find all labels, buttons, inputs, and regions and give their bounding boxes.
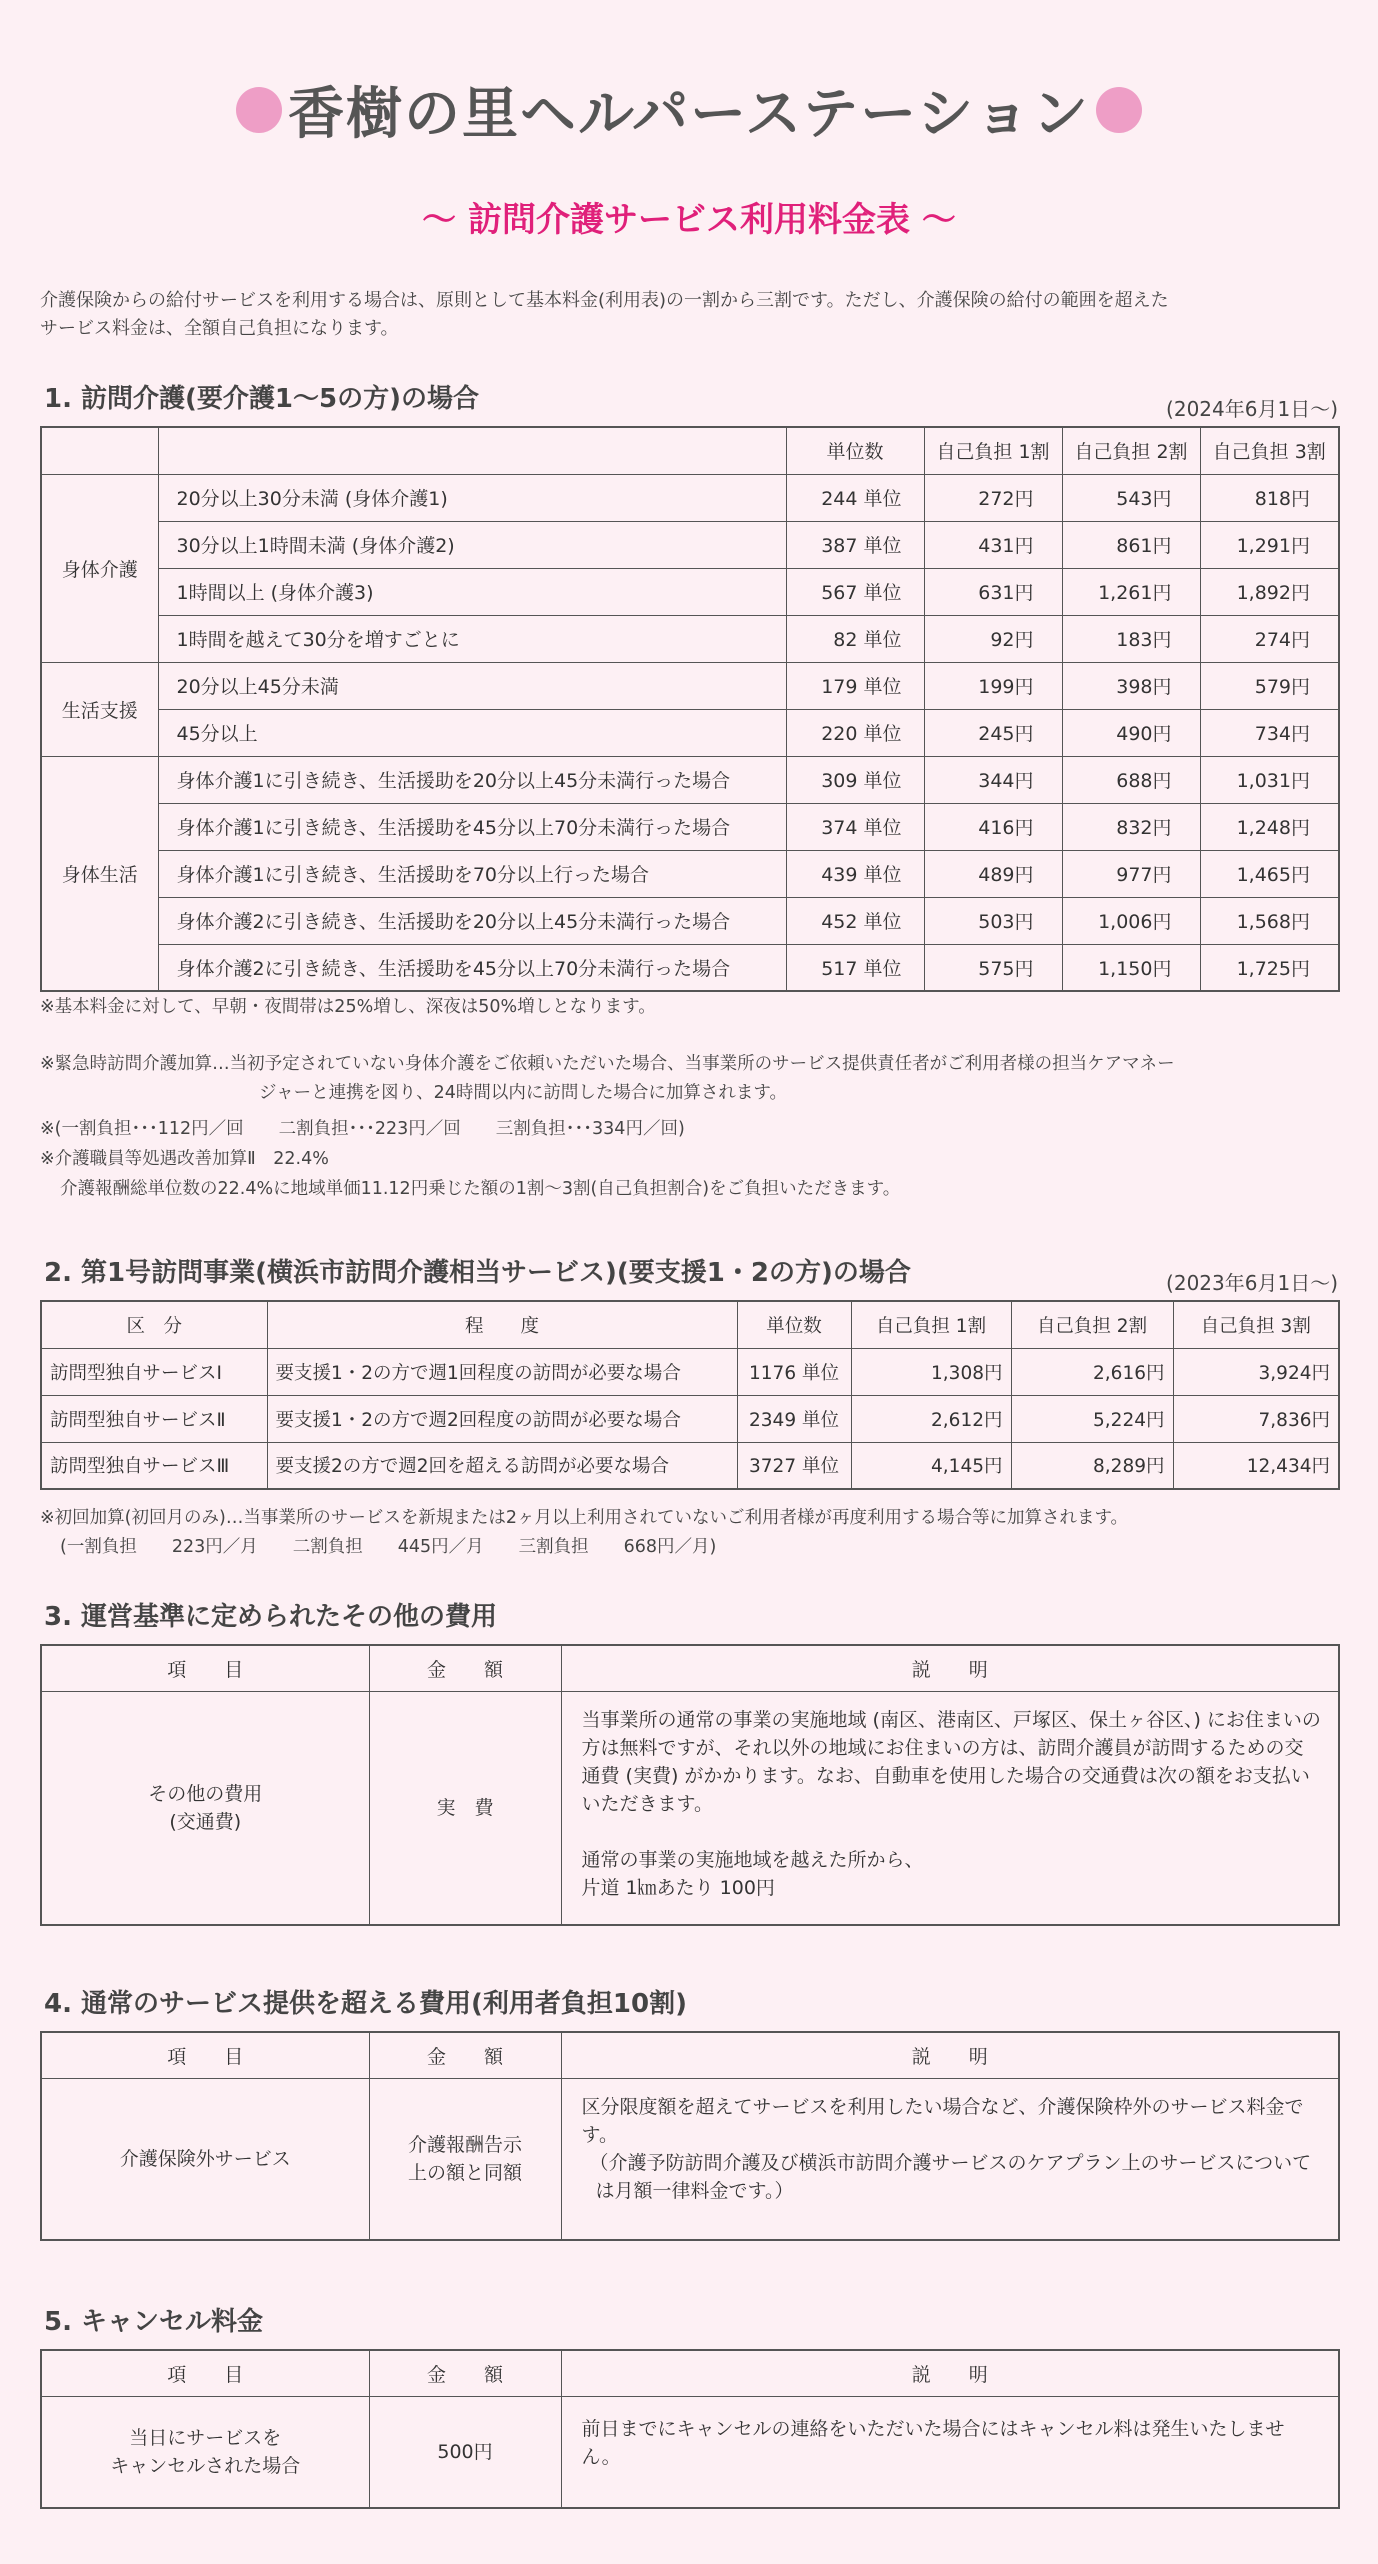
category-cell: 訪問型独自サービスⅢ [41, 1442, 267, 1489]
price-cell: 416円 [924, 803, 1062, 850]
units-cell: 567 単位 [786, 568, 924, 615]
price-cell: 3,924円 [1173, 1348, 1339, 1395]
price-cell: 688円 [1062, 756, 1200, 803]
intro-line: 介護保険からの給付サービスを利用する場合は、原則として基本料金(利用表)の一割から三割です。ただし、介護保険の給付の範囲を超えた [40, 290, 1169, 311]
service-cell: 1時間を越えて30分を増すごとに [158, 615, 786, 662]
section1-table [40, 426, 1340, 992]
table-header: 金 額 [369, 1645, 561, 1691]
table-row [41, 2078, 1339, 2240]
description-text: 片道 1㎞あたり 100円 [581, 1876, 775, 1899]
table-row [41, 662, 1339, 709]
price-cell: 2,616円 [1011, 1348, 1173, 1395]
price-cell: 5,224円 [1011, 1395, 1173, 1442]
price-cell: 734円 [1200, 709, 1339, 756]
price-cell: 1,892円 [1200, 568, 1339, 615]
section4-table [40, 2031, 1340, 2241]
table-row [41, 615, 1339, 662]
price-cell: 1,031円 [1200, 756, 1339, 803]
item-cell: 当日にサービスを キャンセルされた場合 [41, 2396, 369, 2508]
table-header-row [41, 2350, 1339, 2396]
section2-table [40, 1300, 1340, 1490]
units-cell: 244 単位 [786, 474, 924, 521]
units-cell: 517 単位 [786, 944, 924, 991]
table-row [41, 756, 1339, 803]
table-header-row [41, 1301, 1339, 1348]
table-header: 自己負担 2割 [1011, 1301, 1173, 1348]
section5-title: 5. キャンセル料金 [44, 2307, 264, 2337]
price-cell: 490円 [1062, 709, 1200, 756]
description-text: 区分限度額を超えてサービスを利用したい場合など、介護保険枠外のサービス料金です。 [581, 2095, 1304, 2146]
table-row [41, 897, 1339, 944]
description-text: 通常の事業の実施地域を越えた所から、 [581, 1848, 924, 1871]
table-row [41, 1691, 1339, 1925]
degree-cell: 要支援1・2の方で週2回程度の訪問が必要な場合 [267, 1395, 737, 1442]
pink-dot-icon [236, 87, 282, 133]
item-cell: 介護保険外サービス [41, 2078, 369, 2240]
table-header: 自己負担 3割 [1200, 427, 1339, 474]
price-cell: 1,465円 [1200, 850, 1339, 897]
table-header: 説 明 [561, 2350, 1339, 2396]
table-row [41, 1395, 1339, 1442]
section5-table [40, 2349, 1340, 2509]
price-cell: 503円 [924, 897, 1062, 944]
price-cell: 344円 [924, 756, 1062, 803]
table-header: 説 明 [561, 2032, 1339, 2078]
units-cell: 452 単位 [786, 897, 924, 944]
service-cell: 30分以上1時間未満 (身体介護2) [158, 521, 786, 568]
category-cell: 訪問型独自サービスⅡ [41, 1395, 267, 1442]
page-title-text: 香樹の里ヘルパーステーション [288, 82, 1090, 147]
price-cell: 7,836円 [1173, 1395, 1339, 1442]
price-cell: 431円 [924, 521, 1062, 568]
service-cell: 20分以上30分未満 (身体介護1) [158, 474, 786, 521]
price-cell: 1,248円 [1200, 803, 1339, 850]
table-row [41, 2396, 1339, 2508]
category-cell: 訪問型独自サービスⅠ [41, 1348, 267, 1395]
table-row [41, 944, 1339, 991]
page-title [0, 70, 1378, 150]
amount-cell: 介護報酬告示 上の額と同額 [369, 2078, 561, 2240]
price-cell: 1,150円 [1062, 944, 1200, 991]
section1-note: ※緊急時訪問介護加算…当初予定されていない身体介護をご依頼いただいた場合、当事業所のサービス提供責任者がご利用者様の担当ケアマネー [40, 1054, 1175, 1074]
service-cell: 20分以上45分未満 [158, 662, 786, 709]
section1-note: ジャーと連携を図り、24時間以内に訪問した場合に加算されます。 [259, 1083, 788, 1103]
table-row [41, 803, 1339, 850]
price-cell: 1,568円 [1200, 897, 1339, 944]
price-cell: 818円 [1200, 474, 1339, 521]
degree-cell: 要支援1・2の方で週1回程度の訪問が必要な場合 [267, 1348, 737, 1395]
table-header: 項 目 [41, 1645, 369, 1691]
table-row [41, 709, 1339, 756]
units-cell: 387 単位 [786, 521, 924, 568]
table-header-row [41, 2032, 1339, 2078]
item-cell: その他の費用 (交通費) [41, 1691, 369, 1925]
table-header: 金 額 [369, 2350, 561, 2396]
section3-table [40, 1644, 1340, 1926]
service-cell: 45分以上 [158, 709, 786, 756]
units-cell: 439 単位 [786, 850, 924, 897]
intro-text [40, 287, 1340, 343]
price-cell: 1,308円 [851, 1348, 1011, 1395]
description-cell [561, 1691, 1339, 1925]
pink-dot-icon [1096, 87, 1142, 133]
units-cell: 1176 単位 [737, 1348, 851, 1395]
table-header: 自己負担 1割 [924, 427, 1062, 474]
table-header [158, 427, 786, 474]
table-header-row [41, 1645, 1339, 1691]
price-cell: 977円 [1062, 850, 1200, 897]
section4-title: 4. 通常のサービス提供を超える費用(利用者負担10割) [44, 1989, 687, 2019]
section3-title: 3. 運営基準に定められたその他の費用 [44, 1602, 498, 1632]
service-cell: 身体介護1に引き続き、生活援助を45分以上70分未満行った場合 [158, 803, 786, 850]
section2-note: ※初回加算(初回月のみ)…当事業所のサービスを新規または2ヶ月以上利用されていないご利用者様が再度利用する場合等に加算されます。 [40, 1508, 1129, 1528]
description-cell: 前日までにキャンセルの連絡をいただいた場合にはキャンセル料は発生いたしません。 [561, 2396, 1339, 2508]
service-cell: 身体介護2に引き続き、生活援助を45分以上70分未満行った場合 [158, 944, 786, 991]
description-cell [561, 2078, 1339, 2240]
table-header: 自己負担 3割 [1173, 1301, 1339, 1348]
table-header: 項 目 [41, 2032, 369, 2078]
price-cell: 861円 [1062, 521, 1200, 568]
price-cell: 1,291円 [1200, 521, 1339, 568]
section1-date: (2024年6月1日〜) [1166, 397, 1338, 421]
table-row [41, 1348, 1339, 1395]
section2-note: (一割負担 223円／月 二割負担 445円／月 三割負担 668円／月) [60, 1537, 717, 1557]
page-subtitle: 〜 訪問介護サービス利用料金表 〜 [422, 200, 956, 240]
section1-note: ※(一割負担･･･112円／回 二割負担･･･223円／回 三割負担･･･334円／回) [40, 1119, 685, 1139]
service-cell: 身体介護1に引き続き、生活援助を20分以上45分未満行った場合 [158, 756, 786, 803]
section1-title: 1. 訪問介護(要介護1〜5の方)の場合 [44, 384, 479, 414]
price-cell: 92円 [924, 615, 1062, 662]
table-row [41, 850, 1339, 897]
units-cell: 220 単位 [786, 709, 924, 756]
service-cell: 身体介護1に引き続き、生活援助を70分以上行った場合 [158, 850, 786, 897]
description-text: 当事業所の通常の事業の実施地域 (南区、港南区、戸塚区、保土ヶ谷区、) にお住まいの方は無料ですが、それ以外の地域にお住まいの方は、訪問介護員が訪問するための交通費 (実費) がかかります。なお、自動車を使用した場合の交通費は次の額をお支払いいただきます。 [581, 1708, 1321, 1815]
table-row [41, 474, 1339, 521]
price-cell: 272円 [924, 474, 1062, 521]
table-header [41, 427, 158, 474]
section1-note: ※介護職員等処遇改善加算Ⅱ 22.4% [40, 1149, 329, 1169]
units-cell: 374 単位 [786, 803, 924, 850]
table-header: 自己負担 1割 [851, 1301, 1011, 1348]
table-header: 区 分 [41, 1301, 267, 1348]
category-cell: 生活支援 [41, 662, 158, 756]
table-header: 単位数 [737, 1301, 851, 1348]
table-header: 金 額 [369, 2032, 561, 2078]
section1-note: 介護報酬総単位数の22.4%に地域単価11.12円乗じた額の1割〜3割(自己負担割合)をご負担いただきます。 [60, 1179, 901, 1199]
section1-note: ※基本料金に対して、早朝・夜間帯は25%増し、深夜は50%増しとなります。 [40, 997, 656, 1017]
price-cell: 199円 [924, 662, 1062, 709]
units-cell: 2349 単位 [737, 1395, 851, 1442]
description-text: （介護予防訪問介護及び横浜市訪問介護サービスのケアプラン上のサービスについては月額一律料金です。） [589, 2151, 1312, 2202]
section2-date: (2023年6月1日〜) [1166, 1271, 1338, 1295]
service-cell: 1時間以上 (身体介護3) [158, 568, 786, 615]
table-row [41, 521, 1339, 568]
section2-title: 2. 第1号訪問事業(横浜市訪問介護相当サービス)(要支援1・2の方)の場合 [44, 1258, 911, 1288]
price-cell: 398円 [1062, 662, 1200, 709]
table-header: 説 明 [561, 1645, 1339, 1691]
table-row [41, 568, 1339, 615]
units-cell: 309 単位 [786, 756, 924, 803]
price-cell: 543円 [1062, 474, 1200, 521]
price-cell: 4,145円 [851, 1442, 1011, 1489]
category-cell: 身体介護 [41, 474, 158, 662]
price-cell: 1,261円 [1062, 568, 1200, 615]
price-cell: 575円 [924, 944, 1062, 991]
service-cell: 身体介護2に引き続き、生活援助を20分以上45分未満行った場合 [158, 897, 786, 944]
table-header: 項 目 [41, 2350, 369, 2396]
table-header-row [41, 427, 1339, 474]
price-cell: 183円 [1062, 615, 1200, 662]
price-cell: 2,612円 [851, 1395, 1011, 1442]
table-header: 単位数 [786, 427, 924, 474]
category-cell: 身体生活 [41, 756, 158, 991]
table-header: 自己負担 2割 [1062, 427, 1200, 474]
units-cell: 179 単位 [786, 662, 924, 709]
amount-cell: 500円 [369, 2396, 561, 2508]
price-cell: 1,006円 [1062, 897, 1200, 944]
price-cell: 8,289円 [1011, 1442, 1173, 1489]
intro-line: サービス料金は、全額自己負担になります。 [40, 318, 399, 339]
degree-cell: 要支援2の方で週2回を超える訪問が必要な場合 [267, 1442, 737, 1489]
price-cell: 245円 [924, 709, 1062, 756]
price-cell: 579円 [1200, 662, 1339, 709]
price-cell: 274円 [1200, 615, 1339, 662]
price-cell: 12,434円 [1173, 1442, 1339, 1489]
table-row [41, 1442, 1339, 1489]
units-cell: 3727 単位 [737, 1442, 851, 1489]
amount-cell: 実 費 [369, 1691, 561, 1925]
price-cell: 1,725円 [1200, 944, 1339, 991]
units-cell: 82 単位 [786, 615, 924, 662]
price-cell: 489円 [924, 850, 1062, 897]
table-header: 程 度 [267, 1301, 737, 1348]
price-cell: 631円 [924, 568, 1062, 615]
price-cell: 832円 [1062, 803, 1200, 850]
